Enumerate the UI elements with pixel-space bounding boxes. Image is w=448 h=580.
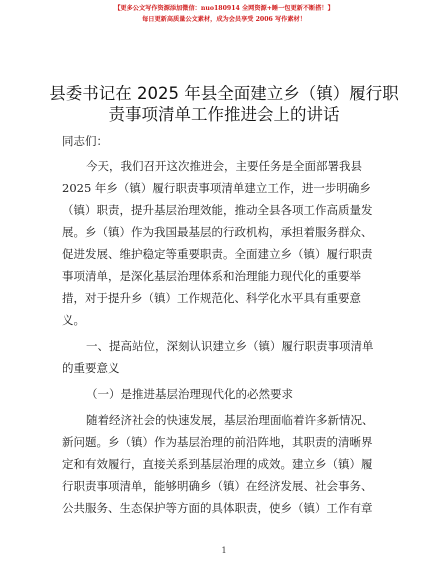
section-heading: 的重要意义 [62,361,120,375]
subsection-heading: （一）是推进基层治理现代化的必然要求 [86,387,293,401]
paragraph-line: 事项清单，是深化基层治理体系和治理能力现代化的重要举 [62,269,361,283]
document-title-line-2: 责事项清单工作推进会上的讲话 [108,105,340,124]
document-title-line-1: 县委书记在 2025 年县全面建立乡（镇）履行职 [49,84,399,103]
paragraph-line: 义。 [62,313,85,327]
page-number: 1 [221,546,227,555]
promo-banner-line-1: 【更多公文写作资源添加微信：nuo180914 全网资源+睡一包更新不断搭！】 [114,5,334,12]
paragraph-line: 行职责事项清单，能够明确乡（镇）在经济发展、社会事务、 [62,479,373,493]
paragraph-line: 措，对于提升乡（镇）工作规范化、科学化水平具有重要意 [62,291,361,305]
paragraph-line: 2025 年乡（镇）履行职责事项清单建立工作，进一步明确乡 [62,181,371,195]
paragraph-line: （镇）职责，提升基层治理效能，推动全县各项工作高质量发 [62,203,373,217]
paragraph-line: 定和有效履行，直接关系到基层治理的成效。建立乡（镇）履 [62,457,373,471]
promo-banner-line-2: 每日更新高质量公文素材，成为会员享受 2006 写作素材！ [142,16,306,23]
section-heading: 一、提高站位，深刻认识建立乡（镇）履行职责事项清单 [86,339,374,353]
paragraph-line: 展。乡（镇）作为我国最基层的行政机构，承担着服务群众、 [62,225,373,239]
paragraph-line: 随着经济社会的快速发展，基层治理面临着许多新情况、 [86,413,374,427]
paragraph-line: 促进发展、维护稳定等重要职责。全面建立乡（镇）履行职责 [62,247,373,261]
salutation: 同志们： [62,134,108,148]
paragraph-line: 公共服务、生态保护等方面的具体职责，使乡（镇）工作有章 [62,501,373,515]
paragraph-line: 新问题。乡（镇）作为基层治理的前沿阵地，其职责的清晰界 [62,435,373,449]
paragraph-line: 今天，我们召开这次推进会，主要任务是全面部署我县 [86,159,362,173]
